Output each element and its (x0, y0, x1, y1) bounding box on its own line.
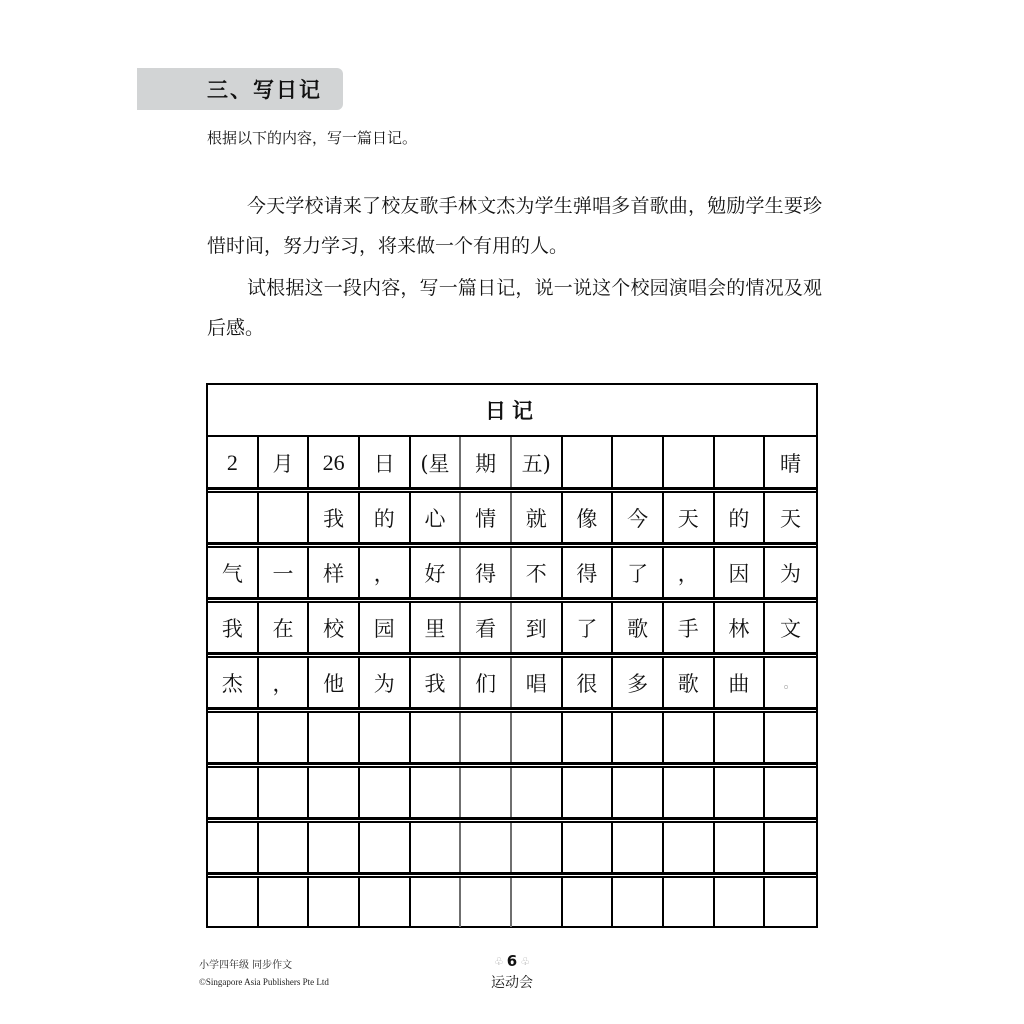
section-title: 三、写日记 (207, 78, 322, 102)
grid-cell[interactable] (512, 823, 563, 872)
grid-cell[interactable] (613, 713, 664, 762)
grid-cell[interactable] (309, 768, 360, 817)
grid-cell[interactable]: 。 (783, 675, 798, 692)
grid-cell[interactable] (765, 878, 816, 927)
diary-writing-row (208, 821, 816, 872)
grid-cell[interactable]: 月 (259, 437, 310, 488)
grid-cell[interactable] (259, 713, 310, 762)
ornament-left-icon: ♧ (493, 954, 504, 968)
diary-writing-row (208, 876, 816, 927)
grid-cell[interactable]: 唱 (512, 658, 563, 707)
grid-cell[interactable] (259, 878, 310, 927)
grid-cell[interactable] (411, 878, 462, 927)
grid-cell[interactable]: 歌 (664, 658, 715, 707)
grid-cell[interactable] (715, 878, 766, 927)
grid-cell[interactable]: 的 (715, 493, 766, 542)
grid-cell[interactable]: 今 (613, 493, 664, 542)
grid-cell[interactable]: (星 (411, 437, 462, 488)
grid-cell[interactable]: 为 (780, 561, 802, 586)
instruction-text: 根据以下的内容，写一篇日记。 (207, 129, 418, 147)
grid-cell[interactable]: 歌 (613, 603, 664, 652)
diary-title: 日记 (485, 399, 539, 423)
grid-cell[interactable] (765, 768, 816, 817)
footer-book-info (199, 958, 329, 990)
grid-cell[interactable]: 气 (208, 548, 259, 597)
grid-cell[interactable]: 好 (411, 548, 462, 597)
grid-cell[interactable]: 的 (360, 493, 411, 542)
page-number-block (470, 952, 554, 970)
grid-cell[interactable] (563, 878, 614, 927)
grid-cell[interactable]: 园 (360, 603, 411, 652)
prompt-paragraph-1 (207, 186, 822, 266)
grid-cell[interactable]: 2 (208, 437, 259, 488)
grid-cell[interactable] (563, 713, 614, 762)
grid-cell[interactable] (563, 823, 614, 872)
grid-cell[interactable]: 看 (461, 603, 512, 652)
grid-cell[interactable] (512, 878, 563, 927)
grid-cell[interactable] (563, 437, 614, 488)
grid-cell[interactable]: 我 (411, 658, 462, 707)
grid-cell[interactable] (613, 823, 664, 872)
diary-writing-row (208, 766, 816, 817)
prompt-paragraph-2 (207, 268, 822, 348)
grid-cell[interactable]: 情 (461, 493, 512, 542)
grid-cell[interactable] (461, 823, 512, 872)
grid-cell[interactable] (715, 437, 766, 488)
grid-cell[interactable]: 就 (512, 493, 563, 542)
grid-cell[interactable] (411, 713, 462, 762)
grid-cell[interactable] (512, 768, 563, 817)
grid-cell[interactable]: 很 (563, 658, 614, 707)
grid-cell[interactable]: 一 (259, 548, 310, 597)
grid-cell[interactable] (664, 768, 715, 817)
grid-cell[interactable]: 了 (613, 548, 664, 597)
copyright: ©Singapore Asia Publishers Pte Ltd (199, 977, 329, 987)
grid-cell[interactable]: 不 (512, 548, 563, 597)
grid-cell[interactable] (259, 768, 310, 817)
grid-cell[interactable] (512, 713, 563, 762)
grid-cell[interactable]: 天 (780, 506, 802, 531)
ornament-right-icon: ♧ (520, 954, 531, 968)
grid-cell[interactable] (309, 878, 360, 927)
grid-cell[interactable] (208, 823, 259, 872)
grid-cell[interactable] (259, 823, 310, 872)
grid-cell[interactable] (461, 878, 512, 927)
diary-date-row (208, 437, 816, 488)
grid-cell[interactable] (715, 768, 766, 817)
grid-cell[interactable]: ， (360, 548, 411, 597)
grid-cell[interactable] (208, 768, 259, 817)
grid-cell[interactable] (664, 437, 715, 488)
grid-cell[interactable]: 因 (715, 548, 766, 597)
grid-cell[interactable]: 曲 (715, 658, 766, 707)
grid-cell[interactable] (360, 823, 411, 872)
grid-cell[interactable]: 杰 (208, 658, 259, 707)
diary-title-row (208, 385, 816, 437)
grid-cell[interactable] (259, 493, 310, 542)
grid-cell[interactable]: 样 (309, 548, 360, 597)
grid-cell[interactable]: 我 (309, 493, 360, 542)
grid-cell[interactable]: 多 (613, 658, 664, 707)
grid-cell[interactable]: 天 (664, 493, 715, 542)
grid-cell[interactable] (664, 823, 715, 872)
grid-cell[interactable]: 了 (563, 603, 614, 652)
grid-cell[interactable]: 得 (563, 548, 614, 597)
grid-cell[interactable] (360, 768, 411, 817)
grid-cell[interactable]: 为 (360, 658, 411, 707)
grid-cell[interactable] (715, 713, 766, 762)
grid-cell[interactable]: 五) (512, 437, 563, 488)
grid-cell[interactable] (461, 713, 512, 762)
chapter-title: 运动会 (491, 975, 533, 991)
grid-cell[interactable]: ， (664, 548, 715, 597)
grid-cell[interactable]: 26 (309, 437, 360, 488)
grid-cell[interactable] (563, 768, 614, 817)
grid-cell[interactable]: 像 (563, 493, 614, 542)
grid-cell[interactable]: 日 (360, 437, 411, 488)
page-number: 6 (506, 952, 518, 970)
footer-page (470, 952, 554, 992)
grid-cell[interactable] (613, 878, 664, 927)
grid-cell[interactable] (715, 823, 766, 872)
diary-writing-row (208, 546, 816, 597)
grid-cell[interactable]: 他 (309, 658, 360, 707)
book-title: 小学四年级 同步作文 (199, 960, 293, 971)
grid-cell[interactable]: ， (259, 658, 310, 707)
grid-cell[interactable]: 林 (715, 603, 766, 652)
prompt-text-2: 试根据这一段内容，写一篇日记，说一说这个校园演唱会的情况及观后感。 (207, 277, 822, 339)
grid-cell[interactable] (664, 878, 715, 927)
grid-cell[interactable]: 文 (780, 616, 802, 641)
grid-cell[interactable]: 里 (411, 603, 462, 652)
grid-cell[interactable]: 晴 (780, 451, 802, 476)
grid-cell[interactable] (765, 713, 816, 762)
grid-cell[interactable] (765, 823, 816, 872)
grid-cell[interactable]: 期 (461, 437, 512, 488)
grid-cell[interactable]: 心 (411, 493, 462, 542)
grid-cell[interactable] (208, 878, 259, 927)
grid-cell[interactable]: 我 (208, 603, 259, 652)
diary-writing-row (208, 711, 816, 762)
diary-writing-row (208, 601, 816, 652)
grid-cell[interactable] (309, 713, 360, 762)
grid-cell[interactable] (613, 768, 664, 817)
section-header (137, 68, 343, 110)
grid-cell[interactable]: 到 (512, 603, 563, 652)
diary-writing-row (208, 491, 816, 542)
grid-cell[interactable] (664, 713, 715, 762)
grid-cell[interactable] (360, 713, 411, 762)
prompt-text-1: 今天学校请来了校友歌手林文杰为学生弹唱多首歌曲，勉励学生要珍惜时间，努力学习，将来做一个有用的人。 (207, 195, 822, 257)
grid-cell[interactable]: 得 (461, 548, 512, 597)
grid-cell[interactable] (411, 823, 462, 872)
grid-cell[interactable]: 校 (309, 603, 360, 652)
grid-cell[interactable]: 手 (664, 603, 715, 652)
grid-cell[interactable]: 在 (259, 603, 310, 652)
grid-cell[interactable] (208, 713, 259, 762)
grid-cell[interactable] (360, 878, 411, 927)
grid-cell[interactable] (613, 437, 664, 488)
diary-grid (206, 383, 818, 928)
grid-cell[interactable] (461, 768, 512, 817)
grid-cell[interactable] (411, 768, 462, 817)
grid-cell[interactable]: 们 (461, 658, 512, 707)
diary-writing-row (208, 656, 816, 707)
grid-cell[interactable] (208, 493, 259, 542)
grid-cell[interactable] (309, 823, 360, 872)
